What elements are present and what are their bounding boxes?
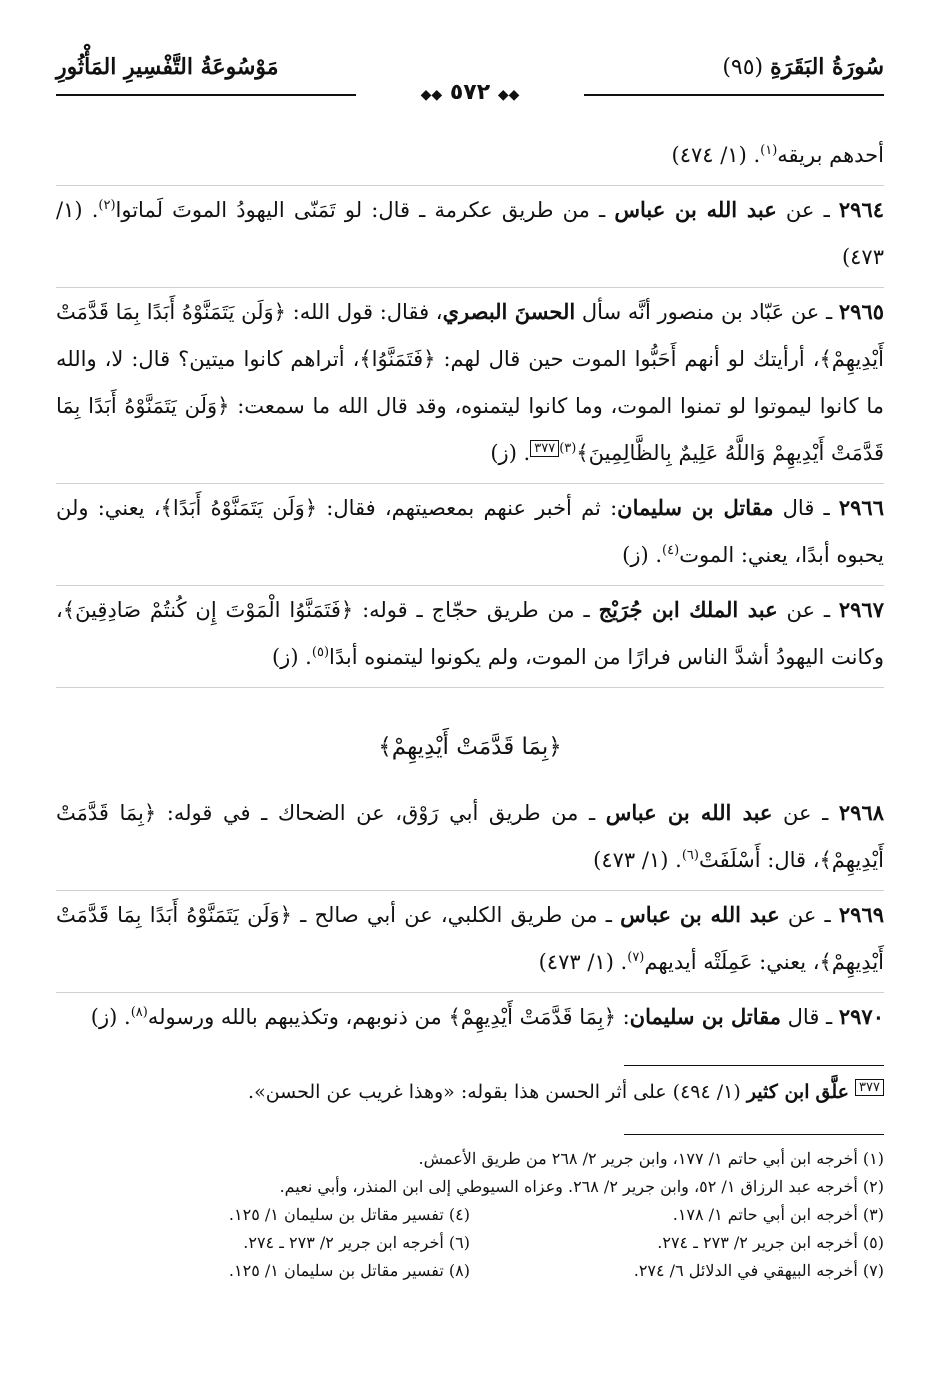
narrator-name: عبد الله بن عباس bbox=[605, 800, 773, 825]
narrator-name: مقاتل بن سليمان bbox=[629, 1004, 781, 1029]
narrator-name: مقاتل بن سليمان bbox=[617, 495, 774, 520]
narration-number: ٢٩٦٧ bbox=[838, 597, 884, 622]
footnote-ref[interactable]: (٧) bbox=[627, 950, 645, 965]
entry-source: . (١/ ٤٧٣) bbox=[538, 950, 628, 974]
narrator-name: عبد الله بن عباس bbox=[620, 902, 780, 927]
narration-number: ٢٩٦٦ bbox=[838, 495, 884, 520]
commentary-text: (١/ ٤٩٤) على أثر الحسن هذا بقوله: «وهذا غريب عن الحسن». bbox=[248, 1081, 747, 1103]
entry-text: ـ عن bbox=[777, 598, 839, 622]
main-text bbox=[56, 132, 884, 1047]
entry-source: . (١/ ٤٧٣) bbox=[56, 198, 884, 269]
entry-text: ـ عن bbox=[779, 903, 839, 927]
entry-source: . (ز) bbox=[271, 645, 312, 669]
footnotes bbox=[56, 1145, 884, 1285]
narration-2968 bbox=[56, 789, 884, 891]
entry-text: ـ قال bbox=[781, 1005, 839, 1029]
section-heading: ﴿بِمَا قَدَّمَتْ أَيْدِيهِمْ﴾ bbox=[378, 734, 562, 760]
narration-2969 bbox=[56, 891, 884, 993]
commentary-ref-box: ٣٧٧ bbox=[855, 1079, 884, 1096]
header-surah bbox=[722, 54, 884, 80]
footnote: (٤) تفسير مقاتل بن سليمان ١/ ١٢٥. bbox=[228, 1205, 470, 1224]
footnote-ref[interactable]: (٦) bbox=[681, 848, 699, 863]
footnote: (٣) أخرجه ابن أبي حاتم ١/ ١٧٨. bbox=[672, 1205, 884, 1224]
narrator-name: الحسنَ البصري bbox=[442, 299, 576, 324]
entry-text: ـ من طريق الكلبي، عن أبي صالح ـ ﴿وَلَن يَتَمَنَّوْهُ أَبَدًا بِمَا قَدَّمَتْ أَيْدِيهِمْ﴾، يعني: عَمِلَتْه أيديهم bbox=[56, 903, 884, 974]
entry-text: ـ عن bbox=[772, 801, 839, 825]
entry-text: ـ عن عَبّاد بن منصور أنَّه سأل bbox=[575, 300, 839, 324]
narrator-name: عبد الملك ابن جُرَيْج bbox=[598, 597, 778, 622]
footnote-ref[interactable]: (٣) bbox=[559, 441, 577, 456]
continuation-line bbox=[56, 132, 884, 186]
footnote: (٢) أخرجه عبد الرزاق ١/ ٥٢، وابن جرير ٢/ ٢٦٨. وعزاه السيوطي إلى ابن المنذر، وأبي نعيم. bbox=[279, 1177, 884, 1196]
footnote: (١) أخرجه ابن أبي حاتم ١/ ١٧٧، وابن جرير ٢/ ٢٦٨ من طريق الأعمش. bbox=[418, 1149, 884, 1168]
entry-text: ـ قال bbox=[773, 496, 839, 520]
narration-number: ٢٩٦٨ bbox=[838, 800, 885, 825]
ornament-icon: ◆◆ bbox=[497, 87, 520, 103]
narration-2966 bbox=[56, 484, 884, 586]
footnote-row bbox=[56, 1201, 884, 1229]
entry-source: . (ز) bbox=[490, 441, 531, 465]
narration-number: ٢٩٧٠ bbox=[838, 1004, 884, 1029]
footnote-ref[interactable]: (٨) bbox=[130, 1005, 148, 1020]
footnote: (٦) أخرجه ابن جرير ٢/ ٢٧٣ ـ ٢٧٤. bbox=[243, 1233, 470, 1252]
commentator-name: ابن كثير bbox=[746, 1081, 810, 1103]
entry-text: ـ من طريق أبي رَوْق، عن الضحاك ـ في قوله: ﴿بِمَا قَدَّمَتْ أَيْدِيهِمْ﴾، قال: أَسْلَفَتْ bbox=[56, 801, 884, 872]
narration-number: ٢٩٦٩ bbox=[838, 902, 885, 927]
entry-text: : ﴿بِمَا قَدَّمَتْ أَيْدِيهِمْ﴾ من ذنوبهم، وتكذيبهم بالله ورسوله bbox=[147, 1005, 630, 1029]
surah-title: سُورَةُ البَقَرَةِ bbox=[770, 54, 884, 80]
entry-source: . (ز) bbox=[90, 1005, 131, 1029]
book-title: مَوْسُوعَةُ التَّفْسِيرِ المَأْثُورِ bbox=[56, 54, 279, 80]
page-header bbox=[56, 40, 884, 104]
ornament-icon: ◆◆ bbox=[420, 87, 443, 103]
entry-source: . (ز) bbox=[622, 543, 663, 567]
entry-text: أحدهم بريقه bbox=[777, 143, 884, 167]
entry-text: ـ من طريق حجّاج ـ قوله: ﴿فَتَمَنَّوُا الْمَوْتَ إِن كُنتُمْ صَادِقِينَ﴾، وكانت اليهودُ أشدَّ الناس فرارًا من الموت، ولم يكونوا ليتمنوه أبدًا bbox=[56, 598, 884, 669]
commentary-verb: علَّق bbox=[815, 1081, 849, 1103]
narration-2967 bbox=[56, 586, 884, 688]
footnote-ref[interactable]: (٢) bbox=[98, 198, 116, 213]
narration-number: ٢٩٦٥ bbox=[838, 299, 885, 324]
page bbox=[56, 40, 884, 1285]
entry-text: ـ من طريق عكرمة ـ قال: لو تَمَنّى اليهودُ الموتَ لَماتوا bbox=[115, 198, 615, 222]
commentary-ref-box[interactable]: ٣٧٧ bbox=[530, 440, 559, 457]
footnote-row bbox=[56, 1229, 884, 1257]
verse-number: (٩٥) bbox=[722, 55, 764, 80]
commentary-note bbox=[56, 1072, 884, 1112]
entry-text: ـ عن bbox=[776, 198, 839, 222]
footnote: (٨) تفسير مقاتل بن سليمان ١/ ١٢٥. bbox=[228, 1261, 470, 1280]
page-number: ٥٧٢ bbox=[449, 80, 491, 105]
narration-number: ٢٩٦٤ bbox=[838, 197, 885, 222]
page-number-block bbox=[56, 80, 884, 105]
narration-2965 bbox=[56, 288, 884, 484]
footnote-ref[interactable]: (١) bbox=[760, 143, 778, 158]
footnote: (٥) أخرجه ابن جرير ٢/ ٢٧٣ ـ ٢٧٤. bbox=[657, 1233, 884, 1252]
footnote-row bbox=[56, 1257, 884, 1285]
footnote-ref[interactable]: (٤) bbox=[662, 543, 680, 558]
footnote: (٧) أخرجه البيهقي في الدلائل ٦/ ٢٧٤. bbox=[633, 1261, 884, 1280]
narration-2964 bbox=[56, 186, 884, 288]
entry-text: ، فقال: قول الله: ﴿وَلَن يَتَمَنَّوْهُ أَبَدًا بِمَا قَدَّمَتْ أَيْدِيهِمْ﴾، أرأيتك لو أنهم أَحَبُّوا الموت حين قال لهم: ﴿فَتَمَنَّوُا﴾، أتراهم كانوا ميتين؟ قال: لا، والله ما كانوا ليموتوا لو تمنوا الموت، وما كانوا ليتمنوه، وقد قال الله ما سمعت: ﴿وَلَن يَتَمَنَّوْهُ أَبَدًا بِمَا قَدَّمَتْ أَيْدِيهِمْ وَاللَّهُ عَلِيمٌ بِالظَّالِمِينَ﴾ bbox=[56, 300, 884, 465]
entry-source: . (١/ ٤٧٣) bbox=[593, 848, 682, 872]
narrator-name: عبد الله بن عباس bbox=[614, 197, 777, 222]
footnote-ref[interactable]: (٥) bbox=[311, 645, 330, 660]
entry-text: : ثم أخبر عنهم بمعصيتهم، فقال: ﴿وَلَن يَتَمَنَّوْهُ أَبَدًا﴾، يعني: ولن يحبوه أبدًا، يعني: الموت bbox=[56, 496, 884, 567]
footnote-separator bbox=[624, 1134, 884, 1135]
entry-source: . (١/ ٤٧٤) bbox=[671, 143, 761, 167]
commentary-separator bbox=[624, 1065, 884, 1066]
narration-2970 bbox=[56, 993, 884, 1047]
